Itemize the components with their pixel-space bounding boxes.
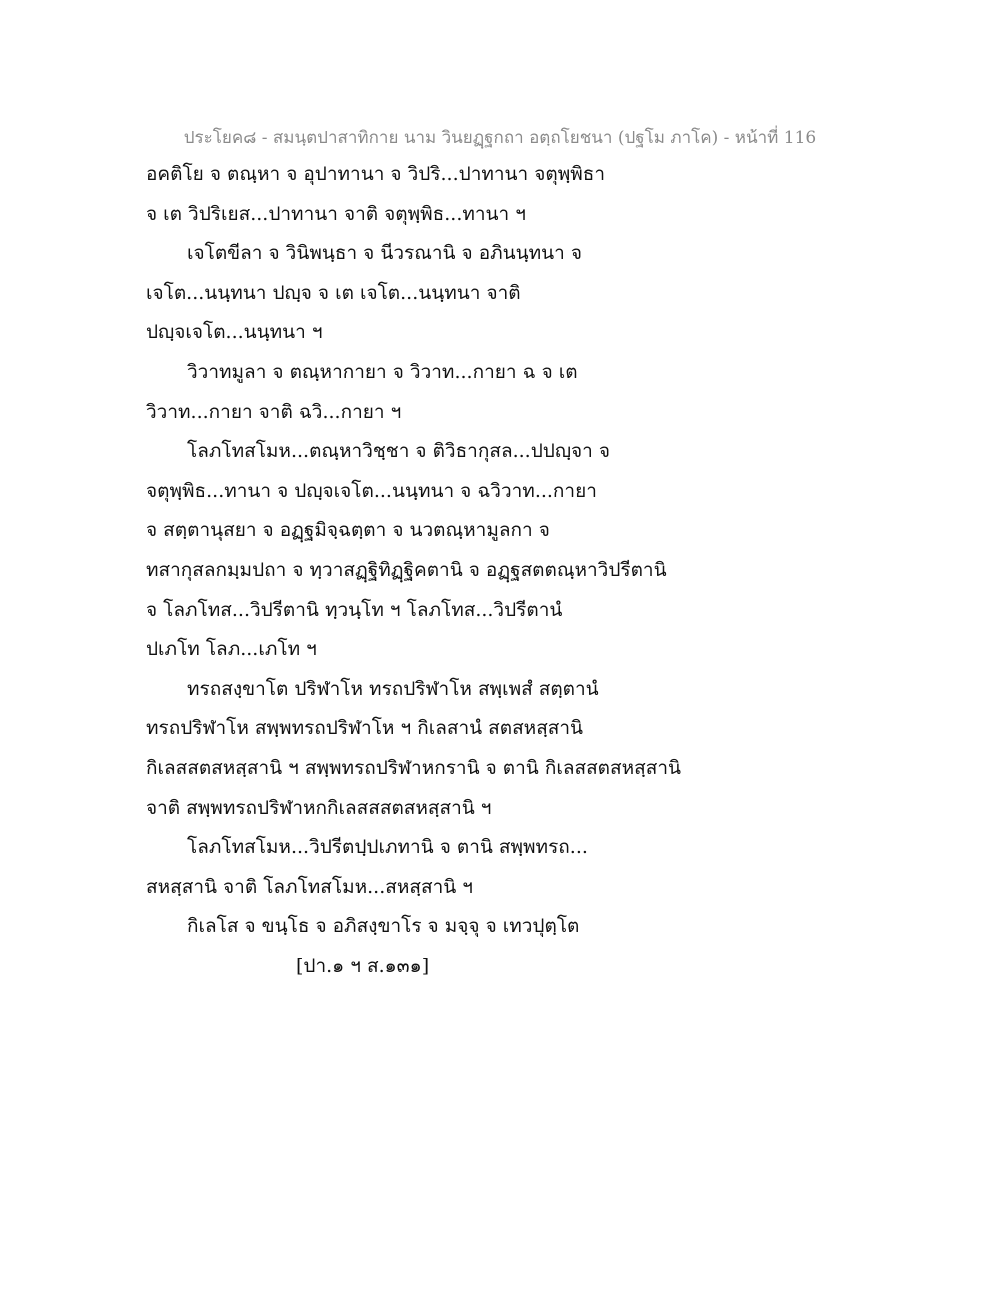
text-line: อคติโย จ ตณฺหา จ อุปาทานา จ วิปริ...ปาทานา จตุพฺพิธา <box>146 163 606 185</box>
text-line: จ เต วิปริเยส...ปาทานา จาติ จตุพฺพิธ...ทานา ฯ <box>146 202 526 225</box>
text-line: ทสากุสลกมฺมปถา จ ทฺวาสฏฺฐิทิฏฺฐิคตานิ จ อฏฺฐสตตณฺหาวิปรีตานิ <box>146 558 667 581</box>
text-line: ปเภโท โลภ...เภโท ฯ <box>146 638 317 661</box>
body-text <box>146 155 866 986</box>
text-line: วิวาท...กายา จาติ ฉวิ...กายา ฯ <box>146 400 402 423</box>
text-line: จ โลภโทส...วิปรีตานิ ทฺวนฺโท ฯ โลภโทส...วิปรีตานํ <box>146 598 563 621</box>
text-line: โลภโทสโมห...ตณฺหาวิชฺชา จ ติวิธากุสล...ปปญฺจา จ <box>187 440 610 463</box>
text-line: จตุพฺพิธ...ทานา จ ปญฺจเจโต...นนฺทนา จ ฉวิวาท...กายา <box>146 479 597 502</box>
text-line: ทรถสงฺขาโต ปริฬาโห ทรถปริฬาโห สพฺเพสํ สตฺตานํ <box>187 677 599 700</box>
page-reference: [ปา.๑ ฯ ส.๑๓๑] <box>296 954 430 977</box>
text-line: เจโตขีลา จ วินิพนฺธา จ นีวรณานิ จ อภินนฺทนา จ <box>187 242 582 265</box>
text-line: กิเลโส จ ขนฺโธ จ อภิสงฺขาโร จ มจฺจุ จ เทวปุตฺโต <box>187 915 580 938</box>
text-line: ปญฺจเจโต...นนฺทนา ฯ <box>146 321 323 344</box>
text-line: ทรถปริฬาโห สพฺพทรถปริฬาโห ฯ กิเลสานํ สตสหสฺสานิ <box>146 717 584 740</box>
text-line: จาติ สพฺพทรถปริฬาหกกิเลสสสตสหสฺสานิ ฯ <box>146 796 492 819</box>
text-line: เจโต...นนฺทนา ปญฺจ จ เต เจโต...นนฺทนา จาติ <box>146 281 521 304</box>
text-line: กิเลสสตสหสฺสานิ ฯ สพฺพทรถปริฬาหกรานิ จ ตานิ กิเลสสตสหสฺสานิ <box>146 756 681 779</box>
text-line: วิวาทมูลา จ ตณฺหากายา จ วิวาท...กายา ฉ จ เต <box>187 360 578 383</box>
text-line: จ สตฺตานุสยา จ อฏฺฐมิจฺฉตฺตา จ นวตณฺหามูลกา จ <box>146 519 550 542</box>
text-line: โลภโทสโมห...วิปรีตปฺปเภทานิ จ ตานิ สพฺพทรถ... <box>187 836 588 859</box>
page-header: ประโยค๘ - สมนฺตปาสาทิกาย นาม วินยฏฺฐกถา อตฺถโยชนา (ปฐโม ภาโค) - หน้าที่ 116 <box>183 128 817 148</box>
text-line: สหสฺสานิ จาติ โลภโทสโมห...สหสฺสานิ ฯ <box>146 875 473 898</box>
